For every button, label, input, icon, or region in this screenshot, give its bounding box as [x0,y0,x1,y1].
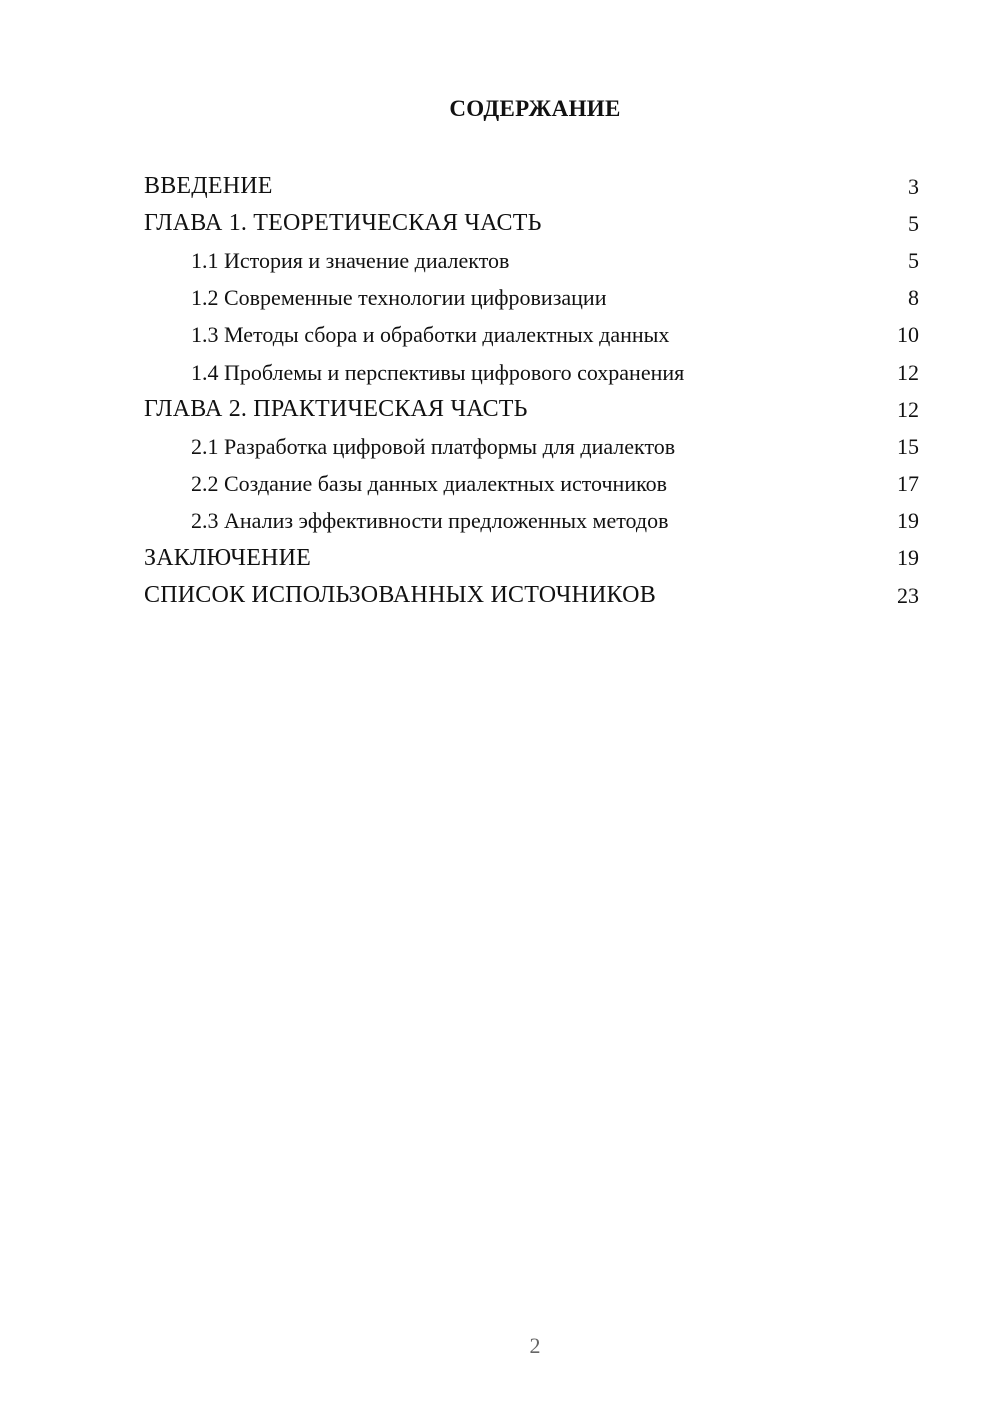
toc-entry-label: ГЛАВА 1. ТЕОРЕТИЧЕСКАЯ ЧАСТЬ [144,210,542,237]
toc-entry-references[interactable] [144,577,919,614]
toc-entry-label: 1.2 Современные технологии цифровизации [191,285,607,311]
toc-entry-section-1-4[interactable] [144,354,919,391]
toc-entry-page: 17 [897,471,919,497]
toc-entry-page: 5 [908,210,919,236]
page-title: СОДЕРЖАНИЕ [449,96,621,121]
table-of-contents [144,168,919,614]
toc-entry-section-1-1[interactable] [144,242,919,279]
toc-entry-label: 2.1 Разработка цифровой платформы для диалектов [191,433,676,459]
page-number: 2 [529,1333,541,1358]
toc-entry-section-2-1[interactable] [144,428,919,465]
toc-entry-section-2-3[interactable] [144,503,919,540]
toc-entry-label: СПИСОК ИСПОЛЬЗОВАННЫХ ИСТОЧНИКОВ [144,582,656,609]
toc-entry-page: 5 [908,247,919,273]
toc-entry-label: ВВЕДЕНИЕ [144,173,273,200]
toc-entry-conclusion[interactable] [144,540,919,577]
toc-entry-label: 1.4 Проблемы и перспективы цифрового сохранения [191,359,685,385]
toc-entry-page: 10 [897,322,919,348]
toc-entry-section-2-2[interactable] [144,466,919,503]
toc-entry-label: ЗАКЛЮЧЕНИЕ [144,544,311,571]
toc-entry-page: 12 [897,396,919,422]
toc-entry-label: 2.3 Анализ эффективности предложенных методов [191,508,669,534]
toc-entry-page: 8 [908,285,919,311]
toc-entry-page: 15 [897,433,919,459]
toc-entry-section-1-2[interactable] [144,280,919,317]
toc-entry-section-1-3[interactable] [144,317,919,354]
toc-entry-chapter-1[interactable] [144,205,919,242]
toc-entry-label: 1.1 История и значение диалектов [191,247,510,273]
toc-entry-label: 1.3 Методы сбора и обработки диалектных данных [191,322,670,348]
toc-entry-page: 23 [897,582,919,608]
toc-entry-introduction[interactable] [144,168,919,205]
toc-entry-label: 2.2 Создание базы данных диалектных источников [191,471,668,497]
toc-entry-page: 12 [897,359,919,385]
toc-entry-page: 19 [897,508,919,534]
toc-entry-page: 3 [908,173,919,199]
toc-entry-chapter-2[interactable] [144,391,919,428]
toc-entry-label: ГЛАВА 2. ПРАКТИЧЕСКАЯ ЧАСТЬ [144,396,528,423]
toc-entry-page: 19 [897,545,919,571]
